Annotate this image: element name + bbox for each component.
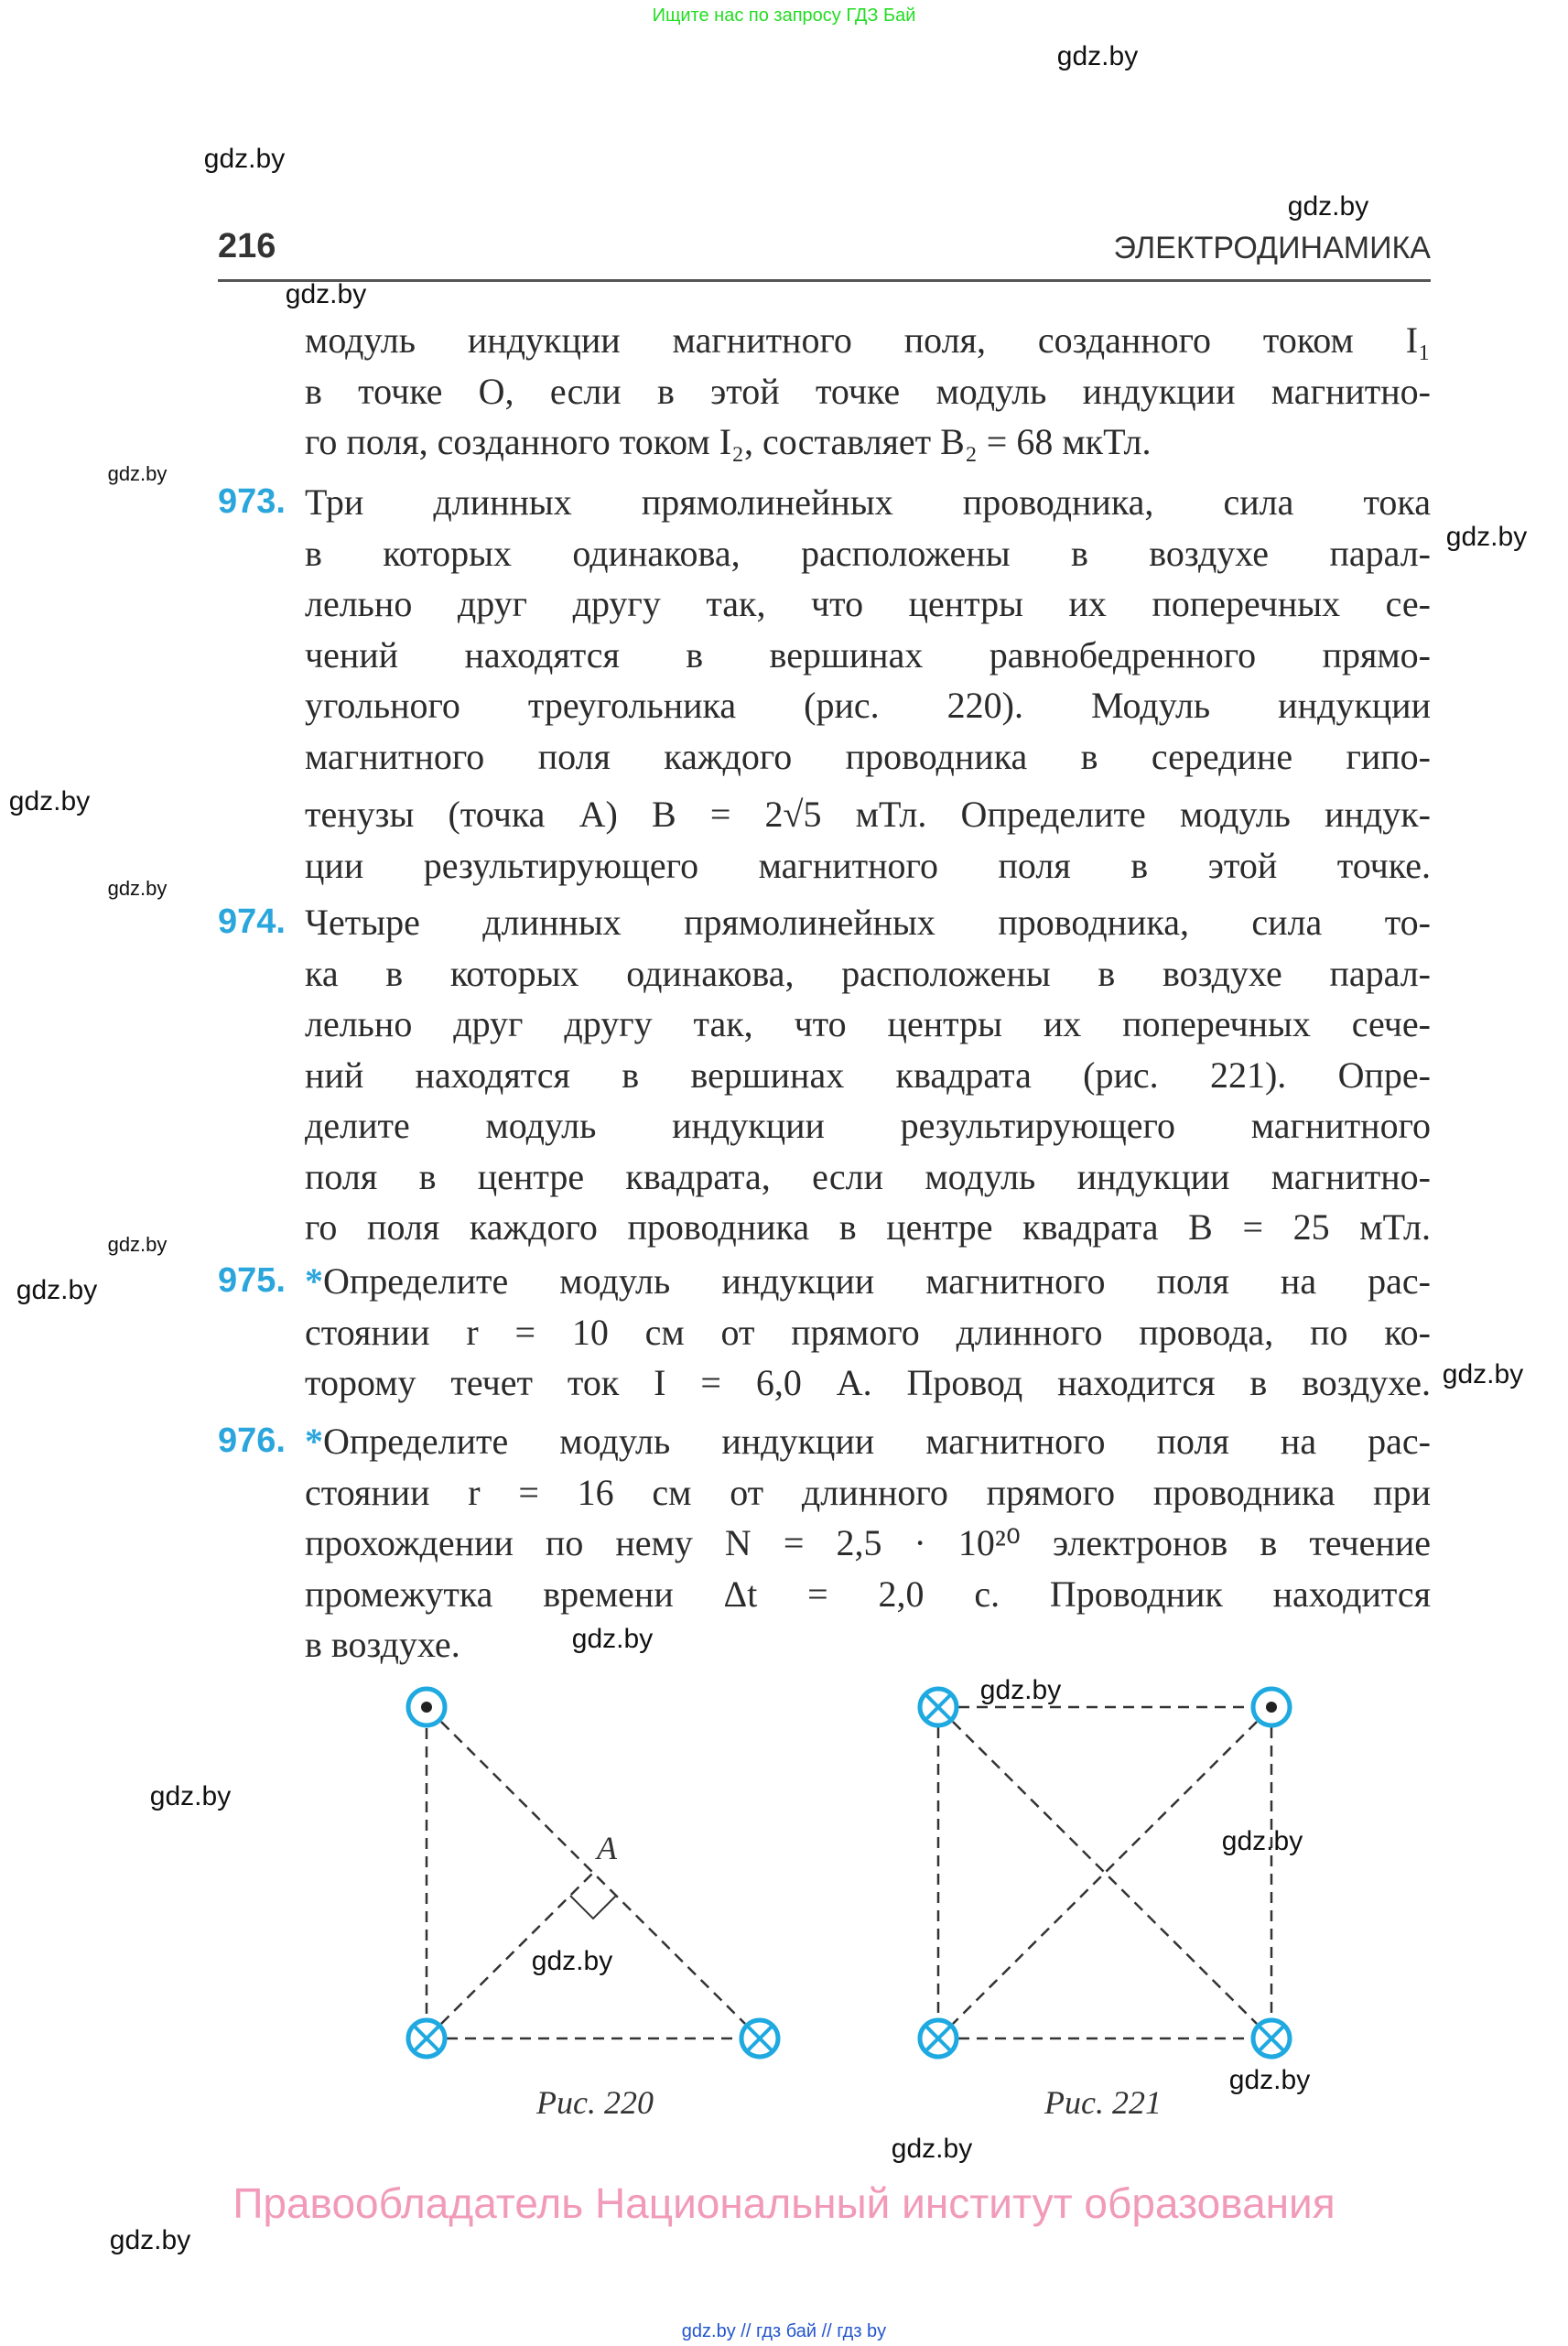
watermark: gdz.by [891, 2134, 973, 2164]
point-a-label: A [597, 1830, 617, 1866]
watermark: gdz.by [1287, 191, 1369, 222]
text-line: в воздухе. [305, 1624, 460, 1665]
watermark: gdz.by [1442, 1359, 1524, 1389]
current-in-icon [741, 2020, 778, 2057]
watermark: gdz.by [571, 1624, 654, 1654]
problem-number: 975. [218, 1261, 286, 1300]
current-out-icon [408, 1689, 445, 1725]
difficulty-star: * [305, 1260, 323, 1302]
watermark: gdz.by [1445, 522, 1528, 552]
watermark: gdz.by [107, 877, 168, 900]
text-line: модуль индукции магнитного поля, созданного током I₁ [305, 319, 1431, 361]
figure-caption: Рис. 221 [1044, 2084, 1162, 2121]
text-line: промежутка времени Δt = 2,0 с. Проводник находится [305, 1573, 1431, 1615]
watermark: gdz.by [203, 144, 286, 174]
text-line: ний находятся в вершинах квадрата (рис. 221). Опре- [305, 1054, 1431, 1096]
current-out-icon [1253, 1689, 1290, 1725]
text-line: лельно друг другу так, что центры их поперечных се- [305, 583, 1431, 624]
problem-number: 973. [218, 482, 286, 521]
text-line: магнитного поля каждого проводника в середине гипо- [305, 735, 1431, 777]
watermark: gdz.by [285, 279, 367, 309]
text-line: делите модуль индукции результирующего магнитного [305, 1105, 1431, 1146]
copyright-footer: Правообладатель Национальный институт образования [232, 2179, 1336, 2227]
text-line: торому течет ток I = 6,0 А. Провод находится в воздухе. [305, 1362, 1431, 1403]
problem-number: 974. [218, 903, 286, 941]
watermark: gdz.by [531, 1946, 613, 1976]
text-line: Три длинных прямолинейных проводника, сила тока [305, 481, 1431, 523]
difficulty-star: * [305, 1421, 323, 1462]
watermark: gdz.by [1228, 2065, 1311, 2095]
current-in-icon [920, 2020, 957, 2057]
text-line: ции результирующего магнитного поля в этой точке. [305, 844, 1431, 886]
text-line: го поля каждого проводника в центре квадрата B = 25 мТл. [305, 1206, 1431, 1248]
text-line: прохождении по нему N = 2,5 · 10²⁰ электронов в течение [305, 1522, 1431, 1563]
figure-caption: Рис. 220 [536, 2084, 654, 2121]
watermark: gdz.by [1056, 41, 1139, 71]
watermark: gdz.by [109, 2225, 191, 2255]
problem-number: 976. [218, 1422, 286, 1460]
text-line: угольного треугольника (рис. 220). Модуль индукции [305, 685, 1431, 726]
text-line: го поля, созданного током I₂, составляет B₂ = 68 мкТл. [305, 421, 1152, 462]
watermark: gdz.by [107, 462, 168, 485]
current-in-icon [1253, 2020, 1290, 2057]
text-line: поля в центре квадрата, если модуль индукции магнитно- [305, 1155, 1431, 1197]
text-line: чений находятся в вершинах равнобедренного прямо- [305, 633, 1431, 676]
text-span: Определите модуль индукции магнитного поля на рас- [323, 1260, 1431, 1302]
current-in-icon [920, 1689, 957, 1725]
watermark: gdz.by [8, 786, 91, 816]
figure-220 [427, 1722, 745, 2038]
watermark: gdz.by [16, 1275, 98, 1305]
watermark: gdz.by [107, 1233, 168, 1256]
right-angle-mark [570, 1896, 616, 1919]
watermark: gdz.by [149, 1781, 232, 1811]
search-banner[interactable]: Ищите нас по запросу ГДЗ Бай [652, 5, 916, 26]
page-number: 216 [218, 227, 276, 265]
watermark: gdz.by [1221, 1826, 1303, 1856]
watermark: gdz.by [979, 1675, 1062, 1705]
text-line: лельно друг другу так, что центры их поперечных сече- [305, 1003, 1431, 1044]
text-line: ка в которых одинакова, расположены в воздухе парал- [305, 952, 1431, 994]
section-title: ЭЛЕКТРОДИНАМИКА [1113, 231, 1431, 265]
text-span: Определите модуль индукции магнитного поля на рас- [323, 1421, 1431, 1462]
text-line: в точке O, если в этой точке модуль индукции магнитно- [305, 370, 1431, 412]
current-in-icon [408, 2020, 445, 2057]
text-line: тенузы (точка A) B = 2√5 мТл. Определите модуль индук- [305, 794, 1431, 835]
bottom-links[interactable]: gdz.by // гдз бай // гдз by [681, 2321, 887, 2341]
text-line: стоянии r = 10 см от прямого длинного провода, по ко- [305, 1311, 1431, 1353]
text-line: стоянии r = 16 см от длинного прямого проводника при [305, 1471, 1431, 1513]
text-line: в которых одинакова, расположены в воздухе парал- [305, 532, 1431, 574]
figure-221 [938, 1707, 1271, 2038]
text-line: Четыре длинных прямолинейных проводника, сила то- [305, 902, 1431, 943]
